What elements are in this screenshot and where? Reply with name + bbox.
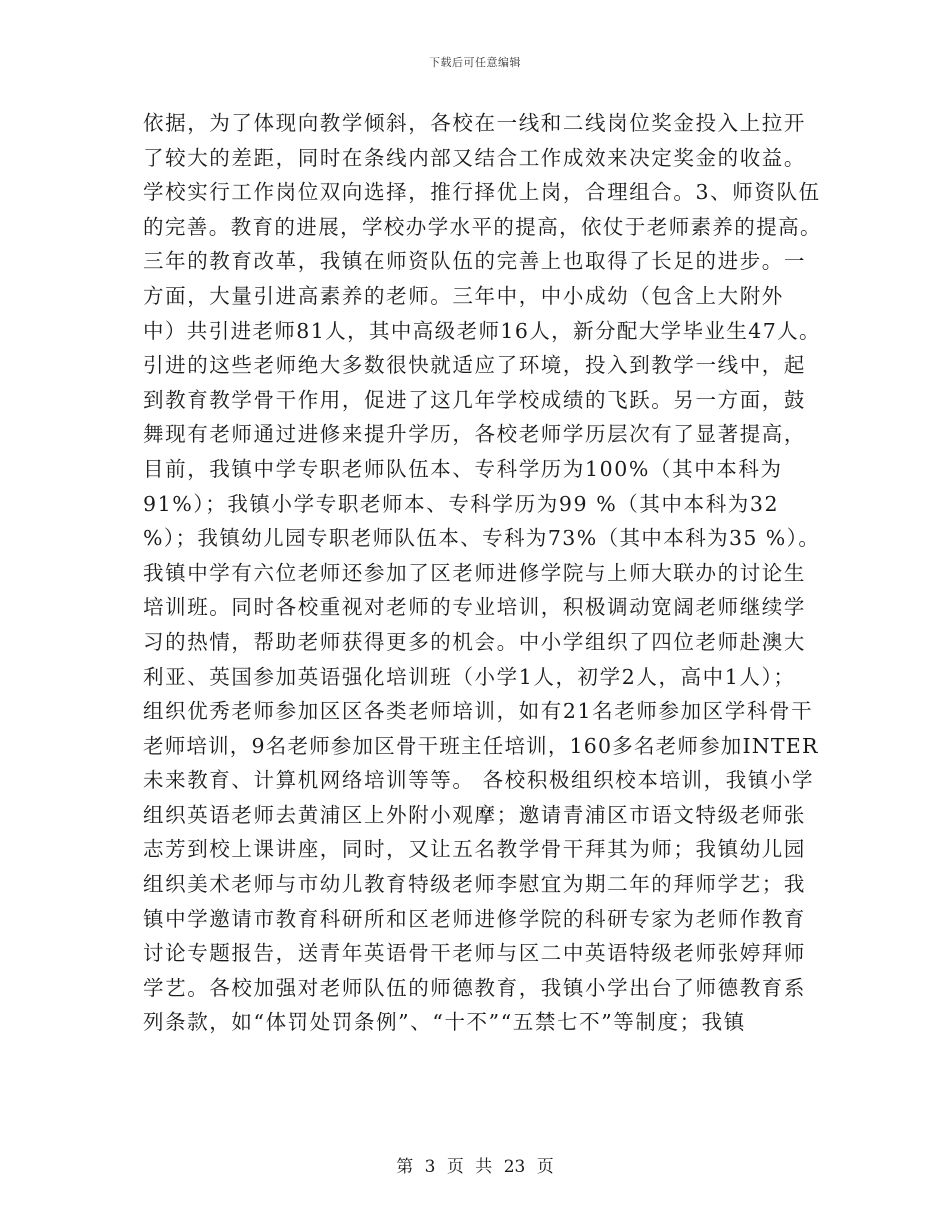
text-line: 舞现有老师通过进修来提升学历，各校老师学历层次有了显著提高，	[143, 422, 806, 447]
text-line: 讨论专题报告，送青年英语骨干老师与区二中英语特级老师张婷拜师	[143, 941, 806, 966]
text-line: 的完善。教育的进展，学校办学水平的提高，依仗于老师素养的提高。	[143, 214, 822, 239]
text-line: 利亚、英国参加英语强化培训班（小学1人，初学2人，高中1人）；	[143, 664, 796, 689]
text-line: 我镇中学有六位老师还参加了区老师进修学院与上师大联办的讨论生	[143, 560, 806, 585]
text-line: 习的热情，帮助老师获得更多的机会。中小学组织了四位老师赴澳大	[143, 629, 806, 654]
text-line: 方面，大量引进高素养的老师。三年中，中小成幼（包含上大附外	[143, 283, 784, 308]
text-line: 91%）；我镇小学专职老师本、专科学历为99 %（其中本科为32	[143, 491, 780, 516]
text-line: 未来教育、计算机网络培训等等。 各校积极组织校本培训，我镇小学	[143, 768, 815, 793]
text-line: 学艺。各校加强对老师队伍的师德教育，我镇小学出台了师德教育系	[143, 975, 806, 1000]
page-number: 第 3 页 共 23 页	[396, 1157, 554, 1177]
text-line: 组织英语老师去黄浦区上外附小观摩；邀请青浦区市语文特级老师张	[143, 802, 806, 827]
body-text	[143, 106, 823, 1040]
text-line: 老师培训，9名老师参加区骨干班主任培训，160多名老师参加INTER	[143, 733, 819, 758]
text-line: 组织优秀老师参加区区各类老师培训，如有21名老师参加区学科骨干	[143, 699, 814, 724]
text-line: 志芳到校上课讲座，同时，又让五名教学骨干拜其为师；我镇幼儿园	[143, 837, 806, 862]
text-line: 到教育教学骨干作用，促进了这几年学校成绩的飞跃。另一方面，鼓	[143, 387, 806, 412]
text-line: 列条款，如“体罚处罚条例”、“十不”“五禁七不”等制度；我镇	[143, 1010, 746, 1035]
text-line: %）；我镇幼儿园专职老师队伍本、专科为73%（其中本科为35 %）。	[143, 526, 821, 551]
text-line: 了较大的差距，同时在条线内部又结合工作成效来决定奖金的收益。	[143, 145, 806, 170]
text-line: 组织美术老师与市幼儿教育特级老师李慰宜为期二年的拜师学艺；我	[143, 872, 806, 897]
text-line: 培训班。同时各校重视对老师的专业培训，积极调动宽阔老师继续学	[143, 595, 806, 620]
text-line: 依据，为了体现向教学倾斜，各校在一线和二线岗位奖金投入上拉开	[143, 111, 806, 135]
text-line: 目前，我镇中学专职老师队伍本、专科学历为100%（其中本科为	[143, 456, 783, 481]
text-line: 引进的这些老师绝大多数很快就适应了环境，投入到教学一线中，起	[143, 353, 806, 378]
text-line: 三年的教育改革，我镇在师资队伍的完善上也取得了长足的进步。一	[143, 249, 806, 274]
page-header: 下载后可任意编辑	[429, 56, 521, 69]
text-line: 镇中学邀请市教育科研所和区老师进修学院的科研专家为老师作教育	[143, 906, 806, 931]
text-line: 学校实行工作岗位双向选择，推行择优上岗，合理组合。3、师资队伍	[143, 180, 821, 205]
text-line: 中）共引进老师81人，其中高级老师16人，新分配大学毕业生47人。	[143, 318, 821, 343]
